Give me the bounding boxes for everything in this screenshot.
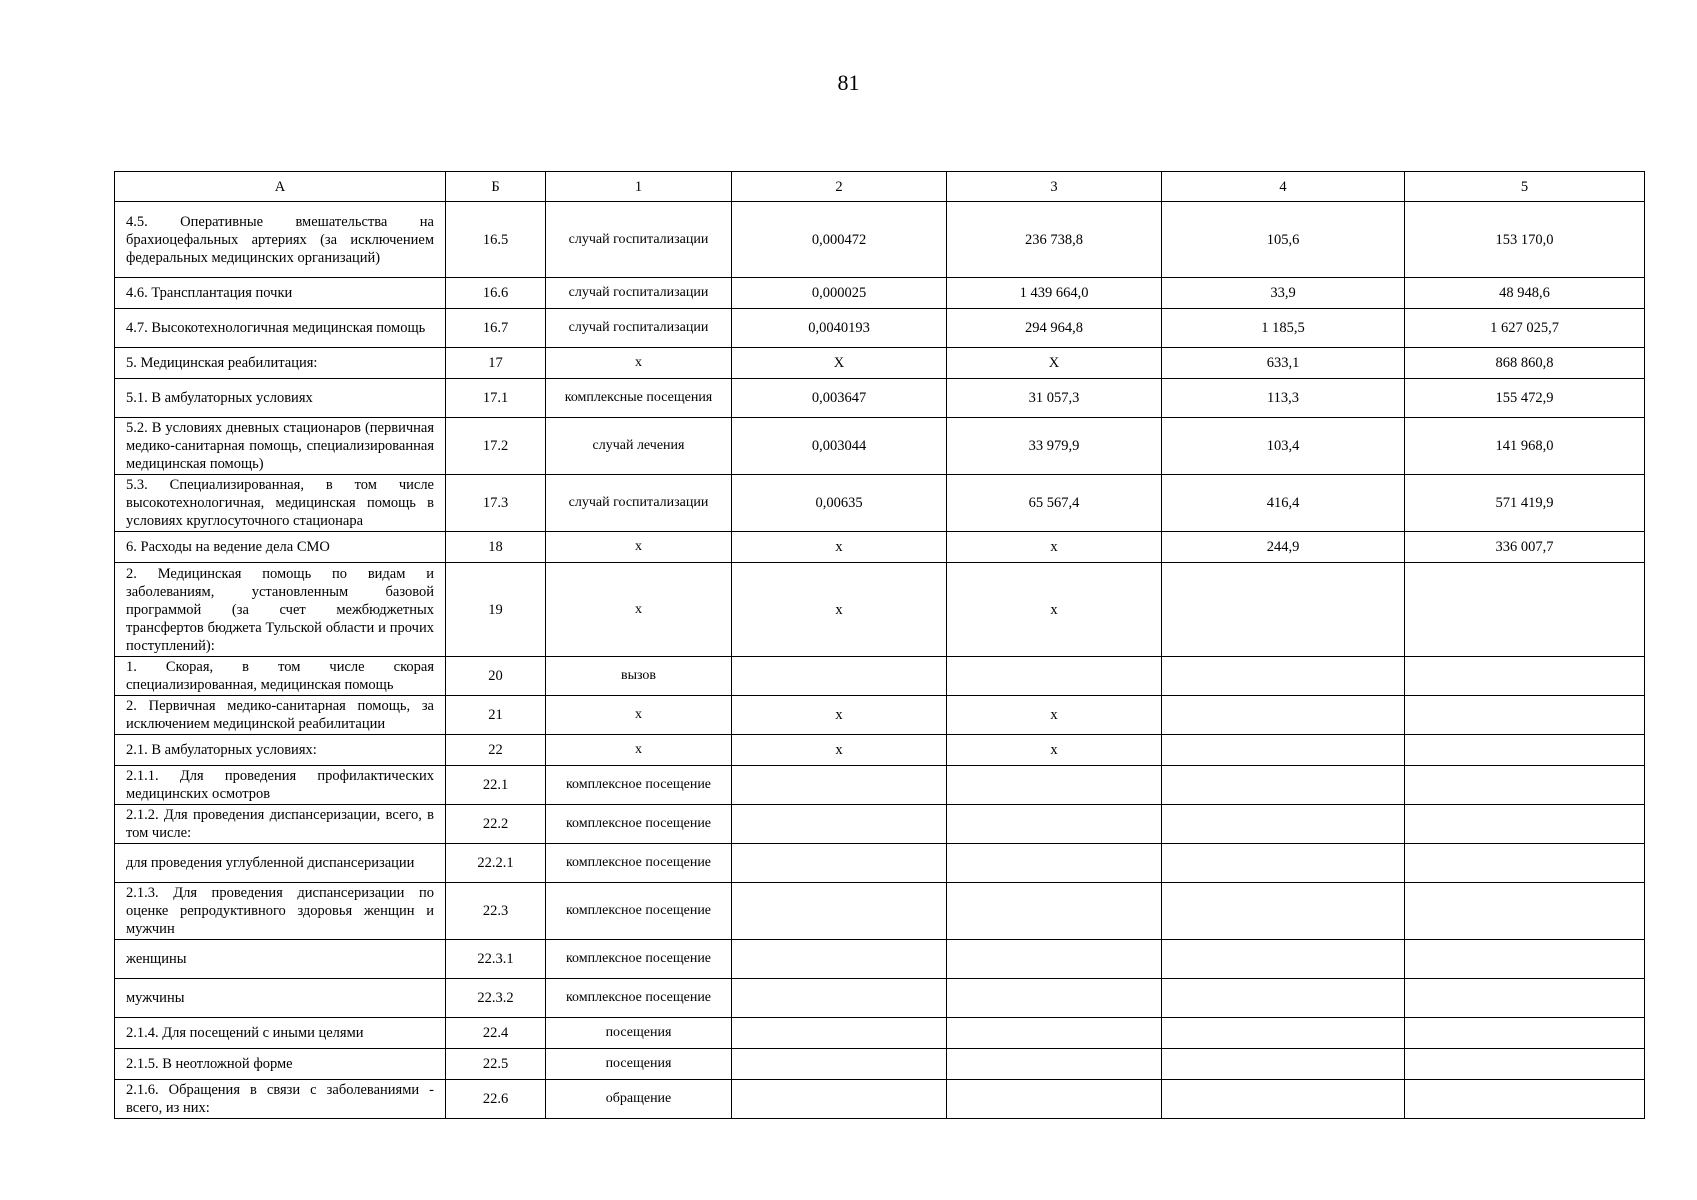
- table-row: [115, 348, 1645, 379]
- row-col-4: 244,9: [1162, 532, 1405, 563]
- row-name: 5. Медицинская реабилитация:: [115, 348, 446, 379]
- header-cell-5: 5: [1405, 172, 1645, 202]
- table-row: [115, 532, 1645, 563]
- row-unit: случай госпитализации: [546, 475, 732, 532]
- row-unit: комплексные посещения: [546, 379, 732, 418]
- row-col-2: [732, 1018, 947, 1049]
- row-name: 4.6. Трансплантация почки: [115, 278, 446, 309]
- table-row: [115, 1080, 1645, 1119]
- row-col-4: [1162, 766, 1405, 805]
- row-col-2: х: [732, 735, 947, 766]
- table-row: [115, 1049, 1645, 1080]
- row-code: 22.3: [446, 883, 546, 940]
- row-name: 5.2. В условиях дневных стационаров (первичная медико-санитарная помощь, специализированная медицинская помощь): [115, 418, 446, 475]
- header-cell-4: 4: [1162, 172, 1405, 202]
- row-col-3: [947, 766, 1162, 805]
- row-name: 2. Первичная медико-санитарная помощь, за исключением медицинской реабилитации: [115, 696, 446, 735]
- row-unit: х: [546, 532, 732, 563]
- row-col-4: [1162, 805, 1405, 844]
- row-code: 22.1: [446, 766, 546, 805]
- table-row: [115, 1018, 1645, 1049]
- row-col-5: 155 472,9: [1405, 379, 1645, 418]
- row-col-5: [1405, 735, 1645, 766]
- row-name: 2.1.2. Для проведения диспансеризации, всего, в том числе:: [115, 805, 446, 844]
- row-col-4: 105,6: [1162, 202, 1405, 278]
- row-col-5: [1405, 940, 1645, 979]
- table-row: [115, 475, 1645, 532]
- row-unit: х: [546, 348, 732, 379]
- row-code: 22.2.1: [446, 844, 546, 883]
- row-col-2: 0,0040193: [732, 309, 947, 348]
- row-col-2: 0,003044: [732, 418, 947, 475]
- row-unit: случай госпитализации: [546, 278, 732, 309]
- row-name: 1. Скорая, в том числе скорая специализированная, медицинская помощь: [115, 657, 446, 696]
- row-col-2: [732, 844, 947, 883]
- row-name: женщины: [115, 940, 446, 979]
- row-col-2: 0,000025: [732, 278, 947, 309]
- table-row: [115, 766, 1645, 805]
- row-col-2: 0,00635: [732, 475, 947, 532]
- row-name: 2.1.1. Для проведения профилактических медицинских осмотров: [115, 766, 446, 805]
- row-code: 16.5: [446, 202, 546, 278]
- row-col-4: [1162, 883, 1405, 940]
- row-col-4: [1162, 563, 1405, 657]
- row-col-4: [1162, 735, 1405, 766]
- row-col-4: [1162, 1018, 1405, 1049]
- table-row: [115, 805, 1645, 844]
- row-col-4: [1162, 1049, 1405, 1080]
- row-col-5: [1405, 1080, 1645, 1119]
- row-col-3: [947, 805, 1162, 844]
- row-name: 2. Медицинская помощь по видам и заболеваниям, установленным базовой программой (за счет межбюджетных трансфертов бюджета Тульской области и прочих поступлений):: [115, 563, 446, 657]
- row-unit: случай госпитализации: [546, 309, 732, 348]
- row-col-3: [947, 1080, 1162, 1119]
- row-col-3: х: [947, 735, 1162, 766]
- row-col-4: 416,4: [1162, 475, 1405, 532]
- table-row: [115, 309, 1645, 348]
- row-col-3: 1 439 664,0: [947, 278, 1162, 309]
- row-col-5: [1405, 805, 1645, 844]
- row-col-2: [732, 940, 947, 979]
- row-code: 17.3: [446, 475, 546, 532]
- row-name: 6. Расходы на ведение дела СМО: [115, 532, 446, 563]
- table-row: [115, 278, 1645, 309]
- table-header-row: [115, 172, 1645, 202]
- row-name: 4.7. Высокотехнологичная медицинская помощь: [115, 309, 446, 348]
- row-col-2: [732, 883, 947, 940]
- row-col-5: 141 968,0: [1405, 418, 1645, 475]
- row-col-2: [732, 805, 947, 844]
- row-col-4: [1162, 657, 1405, 696]
- row-col-3: [947, 1049, 1162, 1080]
- row-name: 2.1.5. В неотложной форме: [115, 1049, 446, 1080]
- row-code: 21: [446, 696, 546, 735]
- row-col-5: 1 627 025,7: [1405, 309, 1645, 348]
- row-col-5: [1405, 1018, 1645, 1049]
- row-col-3: [947, 1018, 1162, 1049]
- row-col-5: [1405, 766, 1645, 805]
- row-col-3: [947, 883, 1162, 940]
- row-unit: комплексное посещение: [546, 883, 732, 940]
- row-col-3: 236 738,8: [947, 202, 1162, 278]
- row-code: 17: [446, 348, 546, 379]
- row-col-2: [732, 979, 947, 1018]
- header-cell-2: 2: [732, 172, 947, 202]
- header-cell-3: 3: [947, 172, 1162, 202]
- row-col-4: 633,1: [1162, 348, 1405, 379]
- table-row: [115, 563, 1645, 657]
- row-name: 2.1.3. Для проведения диспансеризации по оценке репродуктивного здоровья женщин и мужчин: [115, 883, 446, 940]
- row-col-4: [1162, 979, 1405, 1018]
- row-name: 4.5. Оперативные вмешательства на брахиоцефальных артериях (за исключением федеральных медицинских организаций): [115, 202, 446, 278]
- row-col-3: Х: [947, 348, 1162, 379]
- row-name: 5.1. В амбулаторных условиях: [115, 379, 446, 418]
- row-col-2: 0,000472: [732, 202, 947, 278]
- row-unit: комплексное посещение: [546, 766, 732, 805]
- row-col-2: Х: [732, 348, 947, 379]
- row-code: 18: [446, 532, 546, 563]
- row-unit: посещения: [546, 1049, 732, 1080]
- row-col-2: [732, 657, 947, 696]
- row-code: 22: [446, 735, 546, 766]
- row-col-4: 113,3: [1162, 379, 1405, 418]
- row-col-5: [1405, 657, 1645, 696]
- row-name: 2.1.4. Для посещений с иными целями: [115, 1018, 446, 1049]
- row-col-2: 0,003647: [732, 379, 947, 418]
- table-row: [115, 657, 1645, 696]
- row-col-4: 1 185,5: [1162, 309, 1405, 348]
- row-col-3: 31 057,3: [947, 379, 1162, 418]
- row-code: 22.2: [446, 805, 546, 844]
- row-unit: вызов: [546, 657, 732, 696]
- row-col-4: [1162, 844, 1405, 883]
- row-col-3: 33 979,9: [947, 418, 1162, 475]
- row-col-5: 868 860,8: [1405, 348, 1645, 379]
- row-col-4: [1162, 940, 1405, 979]
- row-unit: комплексное посещение: [546, 844, 732, 883]
- row-col-5: 153 170,0: [1405, 202, 1645, 278]
- row-col-5: [1405, 696, 1645, 735]
- row-unit: случай лечения: [546, 418, 732, 475]
- row-unit: комплексное посещение: [546, 805, 732, 844]
- row-col-3: [947, 979, 1162, 1018]
- row-unit: комплексное посещение: [546, 940, 732, 979]
- row-code: 16.7: [446, 309, 546, 348]
- row-col-4: [1162, 1080, 1405, 1119]
- row-col-4: 103,4: [1162, 418, 1405, 475]
- row-col-2: х: [732, 563, 947, 657]
- row-unit: х: [546, 696, 732, 735]
- row-code: 22.5: [446, 1049, 546, 1080]
- row-code: 22.3.1: [446, 940, 546, 979]
- row-col-5: 336 007,7: [1405, 532, 1645, 563]
- row-col-5: 48 948,6: [1405, 278, 1645, 309]
- table-row: [115, 844, 1645, 883]
- row-unit: случай госпитализации: [546, 202, 732, 278]
- row-name: 5.3. Специализированная, в том числе высокотехнологичная, медицинская помощь в условиях круглосуточного стационара: [115, 475, 446, 532]
- table-row: [115, 379, 1645, 418]
- row-unit: х: [546, 735, 732, 766]
- row-code: 22.3.2: [446, 979, 546, 1018]
- header-cell-b: Б: [446, 172, 546, 202]
- row-col-3: [947, 657, 1162, 696]
- row-col-5: [1405, 1049, 1645, 1080]
- row-col-2: [732, 766, 947, 805]
- page-number: 81: [837, 70, 860, 95]
- row-unit: х: [546, 563, 732, 657]
- row-name: 2.1.6. Обращения в связи с заболеваниями - всего, из них:: [115, 1080, 446, 1119]
- row-col-3: х: [947, 696, 1162, 735]
- row-unit: комплексное посещение: [546, 979, 732, 1018]
- row-col-3: 294 964,8: [947, 309, 1162, 348]
- row-unit: обращение: [546, 1080, 732, 1119]
- header-cell-a: А: [115, 172, 446, 202]
- row-col-4: 33,9: [1162, 278, 1405, 309]
- data-table: [114, 171, 1645, 1119]
- row-code: 20: [446, 657, 546, 696]
- table-row: [115, 940, 1645, 979]
- row-col-5: [1405, 844, 1645, 883]
- row-name: для проведения углубленной диспансеризации: [115, 844, 446, 883]
- row-unit: посещения: [546, 1018, 732, 1049]
- row-col-3: [947, 844, 1162, 883]
- row-col-5: [1405, 979, 1645, 1018]
- row-col-2: х: [732, 532, 947, 563]
- row-code: 17.1: [446, 379, 546, 418]
- row-col-5: [1405, 563, 1645, 657]
- row-col-2: [732, 1049, 947, 1080]
- row-col-3: [947, 940, 1162, 979]
- table-row: [115, 883, 1645, 940]
- row-code: 16.6: [446, 278, 546, 309]
- row-col-4: [1162, 696, 1405, 735]
- table-row: [115, 418, 1645, 475]
- row-code: 22.6: [446, 1080, 546, 1119]
- row-name: мужчины: [115, 979, 446, 1018]
- header-cell-1: 1: [546, 172, 732, 202]
- table-row: [115, 735, 1645, 766]
- row-col-3: 65 567,4: [947, 475, 1162, 532]
- row-col-2: [732, 1080, 947, 1119]
- row-col-5: 571 419,9: [1405, 475, 1645, 532]
- row-code: 17.2: [446, 418, 546, 475]
- row-col-5: [1405, 883, 1645, 940]
- table-row: [115, 696, 1645, 735]
- table-row: [115, 979, 1645, 1018]
- row-col-3: х: [947, 532, 1162, 563]
- table-row: [115, 202, 1645, 278]
- row-name: 2.1. В амбулаторных условиях:: [115, 735, 446, 766]
- row-col-2: х: [732, 696, 947, 735]
- row-col-3: х: [947, 563, 1162, 657]
- row-code: 22.4: [446, 1018, 546, 1049]
- row-code: 19: [446, 563, 546, 657]
